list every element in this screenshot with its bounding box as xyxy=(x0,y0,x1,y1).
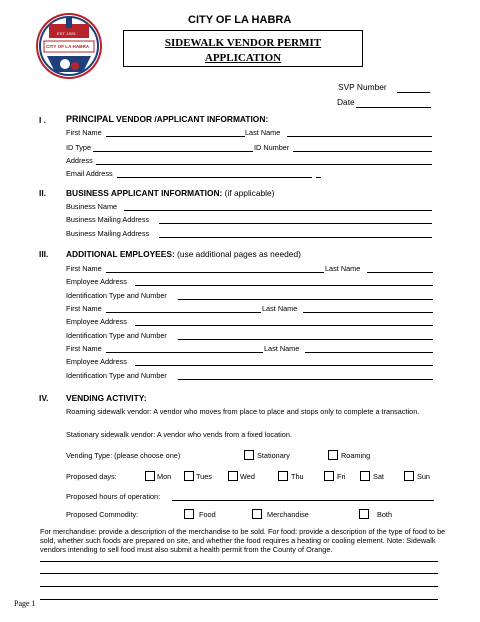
title-line1: SIDEWALK VENDOR PERMIT xyxy=(164,37,322,49)
section-1-title-rest: VENDOR /APPLICANT INFORMATION: xyxy=(113,114,269,124)
commodity-food-label: Food xyxy=(199,510,216,519)
date-label: Date xyxy=(337,97,355,107)
day-thu-label: Thu xyxy=(291,472,304,481)
svp-number-field[interactable] xyxy=(397,92,430,93)
employee-3-first-name-field[interactable] xyxy=(106,352,263,353)
city-seal-logo xyxy=(35,12,103,80)
day-wed-checkbox[interactable] xyxy=(228,471,238,481)
id-type-field[interactable] xyxy=(93,151,253,152)
section-1-number: I . xyxy=(39,115,46,125)
employee-3-address-field[interactable] xyxy=(135,365,433,366)
day-sun-label: Sun xyxy=(417,472,430,481)
last-name-label: Last Name xyxy=(245,128,281,137)
proposed-days-label: Proposed days: xyxy=(66,472,117,481)
title-line2: APPLICATION xyxy=(204,52,282,64)
roaming-checkbox[interactable] xyxy=(328,450,338,460)
business-name-field[interactable] xyxy=(124,210,432,211)
date-field[interactable] xyxy=(356,107,431,108)
day-wed-label: Wed xyxy=(240,472,255,481)
business-mailing-field-2[interactable] xyxy=(159,237,432,238)
description-line-3[interactable] xyxy=(40,586,438,587)
commodity-food-checkbox[interactable] xyxy=(184,509,194,519)
business-name-label: Business Name xyxy=(66,202,118,211)
stationary-label: Stationary xyxy=(257,451,290,460)
id-number-label: ID Number xyxy=(254,143,290,152)
roaming-definition: Roaming sidewalk vendor: A vendor who moves from place to place and stops only to complete a transaction. xyxy=(66,407,420,416)
business-mailing-field-1[interactable] xyxy=(159,223,432,224)
address-label: Address xyxy=(66,156,93,165)
section-1-title-bold: PRINCIPAL xyxy=(66,114,114,124)
business-mailing-label-2: Business Mailing Address xyxy=(66,229,150,238)
id-number-field[interactable] xyxy=(293,151,432,152)
day-tues-label: Tues xyxy=(196,472,212,481)
employee-2-address-label: Employee Address xyxy=(66,317,127,326)
employee-3-last-name-field[interactable] xyxy=(305,352,433,353)
day-sat-checkbox[interactable] xyxy=(360,471,370,481)
roaming-label: Roaming xyxy=(341,451,371,460)
employee-1-last-name-field[interactable] xyxy=(367,272,433,273)
day-mon-label: Mon xyxy=(157,472,172,481)
vending-type-label: Vending Type: (please choose one) xyxy=(66,451,181,460)
hours-field[interactable] xyxy=(172,500,434,501)
employee-3-id-label: Identification Type and Number xyxy=(66,371,167,380)
day-fri-checkbox[interactable] xyxy=(324,471,334,481)
address-field[interactable] xyxy=(96,164,432,165)
employee-1-id-label: Identification Type and Number xyxy=(66,291,167,300)
city-name: CITY OF LA HABRA xyxy=(188,14,292,26)
employee-1-first-name-label: First Name xyxy=(66,264,102,273)
instructions-text: For merchandise: provide a description of the merchandise to be sold. For food: provide a description of the type of food to be sold, whether such foods are prepared on site, and whether the food requires a heating or cooling element. Note: Sidewalk vendors intending to sell food must also submit a health permit from the County of Orange. xyxy=(40,527,446,554)
employee-1-last-name-label: Last Name xyxy=(325,264,361,273)
day-tues-checkbox[interactable] xyxy=(184,471,194,481)
employee-1-first-name-field[interactable] xyxy=(106,272,324,273)
commodity-merchandise-checkbox[interactable] xyxy=(252,509,262,519)
stationary-checkbox[interactable] xyxy=(244,450,254,460)
stationary-definition: Stationary sidewalk vendor: A vendor who vends from a fixed location. xyxy=(66,430,292,439)
section-4-title: VENDING ACTIVITY: xyxy=(66,393,147,403)
employee-2-id-field[interactable] xyxy=(178,339,433,340)
description-line-2[interactable] xyxy=(40,573,438,574)
employee-3-address-label: Employee Address xyxy=(66,357,127,366)
employee-3-last-name-label: Last Name xyxy=(264,344,300,353)
day-mon-checkbox[interactable] xyxy=(145,471,155,481)
section-2-number: II. xyxy=(39,188,46,198)
hours-label: Proposed hours of operation: xyxy=(66,492,161,501)
first-name-field[interactable] xyxy=(106,136,245,137)
employee-2-last-name-label: Last Name xyxy=(262,304,298,313)
seal-est: EST. 1925 xyxy=(57,31,76,36)
first-name-label: First Name xyxy=(66,128,102,137)
day-thu-checkbox[interactable] xyxy=(278,471,288,481)
section-2-title xyxy=(66,188,274,198)
employee-3-id-field[interactable] xyxy=(178,379,433,380)
section-2-title-bold: BUSINESS APPLICANT INFORMATION: xyxy=(66,188,223,198)
email-field[interactable] xyxy=(117,177,312,178)
section-3-title-bold: ADDITIONAL EMPLOYEES: xyxy=(66,249,175,259)
email-label: Email Address xyxy=(66,169,113,178)
employee-2-first-name-label: First Name xyxy=(66,304,102,313)
day-sat-label: Sat xyxy=(373,472,384,481)
day-fri-label: Fri xyxy=(337,472,346,481)
commodity-both-label: Both xyxy=(377,510,393,519)
description-line-4[interactable] xyxy=(40,599,438,600)
seal-name: CITY OF LA HABRA xyxy=(46,44,90,49)
commodity-both-checkbox[interactable] xyxy=(359,509,369,519)
description-line-1[interactable] xyxy=(40,561,438,562)
day-sun-checkbox[interactable] xyxy=(404,471,414,481)
commodity-merchandise-label: Merchandise xyxy=(267,510,309,519)
employee-2-id-label: Identification Type and Number xyxy=(66,331,167,340)
employee-1-address-label: Employee Address xyxy=(66,277,127,286)
email-field-extra xyxy=(316,177,321,178)
employee-1-address-field[interactable] xyxy=(135,285,433,286)
id-type-label: ID Type xyxy=(66,143,92,152)
employee-2-address-field[interactable] xyxy=(135,325,433,326)
employee-3-first-name-label: First Name xyxy=(66,344,102,353)
employee-2-first-name-field[interactable] xyxy=(106,312,261,313)
section-2-title-note: (if applicable) xyxy=(222,188,275,198)
last-name-field[interactable] xyxy=(287,136,432,137)
employee-1-id-field[interactable] xyxy=(178,299,433,300)
title-box xyxy=(123,30,363,67)
employee-2-last-name-field[interactable] xyxy=(303,312,433,313)
section-3-number: III. xyxy=(39,249,49,259)
section-3-title xyxy=(66,249,301,259)
section-4-number: IV. xyxy=(39,393,49,403)
section-3-title-note: (use additional pages as needed) xyxy=(174,249,301,259)
page-number: Page 1 xyxy=(14,599,36,608)
section-1-title xyxy=(66,114,268,124)
svp-number-label: SVP Number xyxy=(338,82,387,92)
commodity-label: Proposed Commodity: xyxy=(66,510,139,519)
business-mailing-label-1: Business Mailing Address xyxy=(66,215,150,224)
